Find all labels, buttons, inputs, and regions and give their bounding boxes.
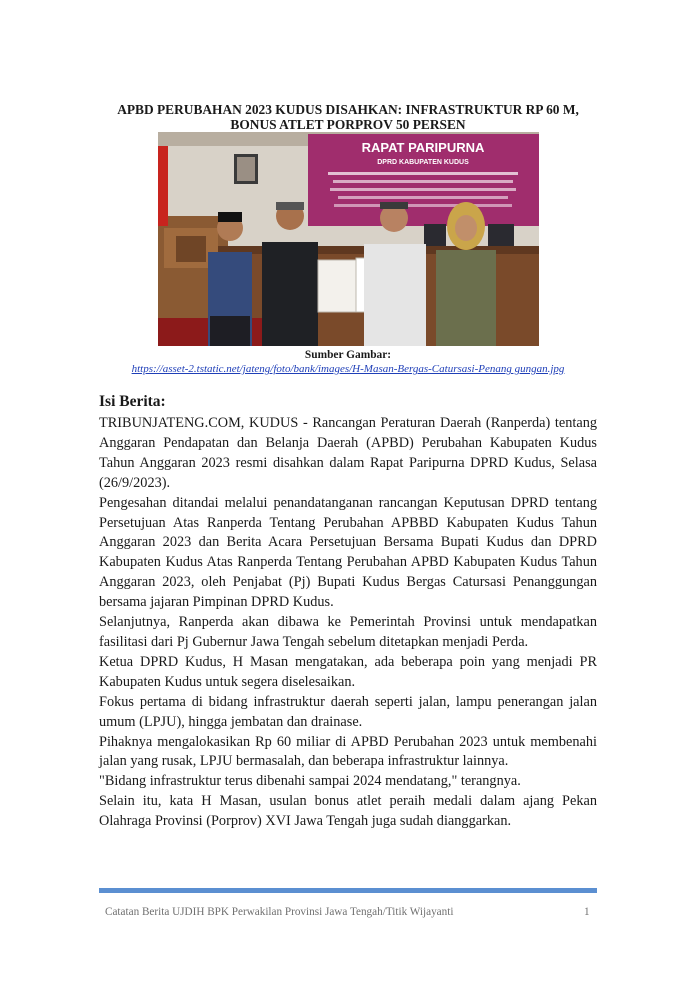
document-title-line-2: BONUS ATLET PORPROV 50 PERSEN — [230, 117, 466, 132]
banner-title: RAPAT PARIPURNA — [361, 140, 485, 155]
article-body — [99, 414, 597, 832]
article-paragraph-3: Selanjutnya, Ranperda akan dibawa ke Pemerintah Provinsi untuk mendapatkan fasilitasi dari Pj Gubernur Jawa Tengah sebelum ditetapkan menjadi Perda. — [99, 614, 597, 650]
page-number: 1 — [584, 906, 590, 918]
image-source-label: Sumber Gambar: — [304, 349, 392, 361]
banner-subtitle: DPRD KABUPATEN KUDUS — [377, 159, 469, 166]
document-title-line-1: APBD PERUBAHAN 2023 KUDUS DISAHKAN: INFRASTRUKTUR RP 60 M, — [117, 102, 579, 117]
article-paragraph-8: Selain itu, kata H Masan, usulan bonus atlet peraih medali dalam ajang Pekan Olahraga Provinsi (Porprov) XVI Jawa Tengah juga sudah dianggarkan. — [99, 793, 597, 830]
image-source-link[interactable]: https://asset-2.tstatic.net/jateng/foto/bank/images/H-Masan-Bergas-Catursasi-Penang gungan.jpg — [131, 363, 565, 375]
news-photo-illustration — [158, 132, 539, 346]
article-paragraph-5: Fokus pertama di bidang infrastruktur daerah seperti jalan, lampu penerangan jalan umum (LPJU), hingga jembatan dan drainase. — [99, 693, 597, 730]
footer-rule — [99, 888, 597, 893]
footer-text: Catatan Berita UJDIH BPK Perwakilan Provinsi Jawa Tengah/Titik Wijayanti — [105, 906, 454, 918]
article-paragraph-2: Pengesahan ditandai melalui penandatanganan rancangan Keputusan DPRD tentang Persetujuan Atas Ranperda Tentang Perubahan APBBD Kabupaten Kudus Tahun Anggaran 2023 dan Berita Acara Persetujuan Bersama Bupati Kudus dan DPRD Kabupaten Kudus Atas Ranperda Tentang Perubahan APBD Kabupaten Kudus Tahun Anggaran 2023, oleh Penjabat (Pj) Bupati Kudus Bergas Catursasi Penanggungan bersama jajaran Pimpinan DPRD Kudus. — [99, 494, 597, 611]
article-paragraph-4: Ketua DPRD Kudus, H Masan mengatakan, ada beberapa poin yang menjadi PR Kabupaten Kudus untuk segera diselesaikan. — [99, 653, 597, 690]
document-title — [90, 102, 606, 132]
article-heading: Isi Berita: — [99, 393, 166, 410]
article-paragraph-7: "Bidang infrastruktur terus dibenahi sampai 2024 mendatang," terangnya. — [99, 773, 521, 790]
article-paragraph-1: TRIBUNJATENG.COM, KUDUS - Rancangan Peraturan Daerah (Ranperda) tentang Anggaran Pendapatan dan Belanja Daerah (APBD) Perubahan Kabupaten Kudus Tahun Anggaran 2023 resmi disahkan dalam Rapat Paripurna DPRD Kudus, Selasa (26/9/2023). — [99, 415, 597, 491]
news-photo — [158, 132, 539, 346]
article-paragraph-6: Pihaknya mengalokasikan Rp 60 miliar di APBD Perubahan 2023 untuk membenahi jalan yang rusak, LPJU bermasalah, dan beberapa infrastruktur lainnya. — [99, 733, 597, 770]
